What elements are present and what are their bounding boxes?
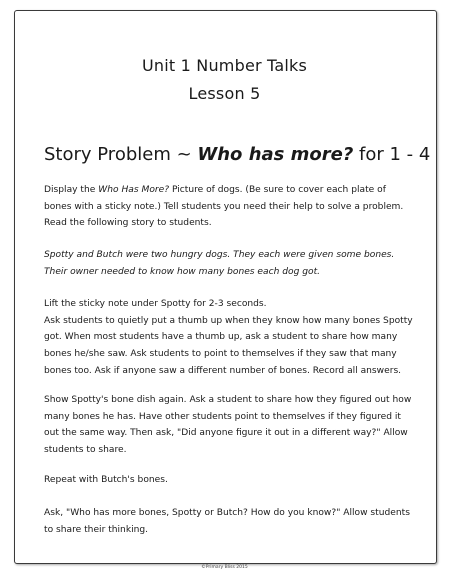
compare-paragraph: Ask, "Who has more bones, Spotty or Butch? How do you know?" Allow students to share their thinking.: [44, 508, 410, 535]
share-paragraph: Show Spotty's bone dish again. Ask a student to share how they figured out how many bones he has. Have other students point to themselves if they figured it out the same way. Then ask, "Did anyone figure it out in a different way?" Allow students to share.: [44, 395, 412, 456]
heading-emphasis: Who has more?: [197, 144, 354, 165]
lesson-title: Lesson 5: [188, 84, 261, 103]
heading-prefix: Story Problem ~: [44, 144, 198, 165]
picture-name: Who Has More?: [98, 185, 170, 195]
spotty-steps-paragraph: [44, 296, 416, 380]
instructions-paragraph: [44, 182, 416, 232]
story-paragraph: Spotty and Butch were two hungry dogs. They each were given some bones. Their owner needed to know how many bones each dog got.: [44, 250, 395, 277]
instructions-part2: Picture of dogs. (Be sure to cover each plate of bones with a sticky note.) Tell students you need their help to solve a problem. Read the following story to students.: [44, 185, 404, 229]
unit-title: Unit 1 Number Talks: [141, 56, 308, 75]
spotty-step-line1: Lift the sticky note under Spotty for 2-3 seconds.: [44, 299, 267, 309]
instructions-part1: Display the: [44, 185, 99, 195]
repeat-paragraph: Repeat with Butch's bones.: [44, 475, 168, 485]
copyright-footer: ©Primary Bliss 2015: [201, 565, 248, 570]
story-problem-heading: [44, 144, 431, 165]
heading-suffix: for 1 - 4: [353, 144, 431, 165]
spotty-step-line2: Ask students to quietly put a thumb up when they know how many bones Spotty got. When most students have a thumb up, ask a student to share how many bones he/she saw. Ask students to point to themselves if they saw that many bones too. Ask if anyone saw a different number of bones. Record all answers.: [44, 315, 413, 376]
